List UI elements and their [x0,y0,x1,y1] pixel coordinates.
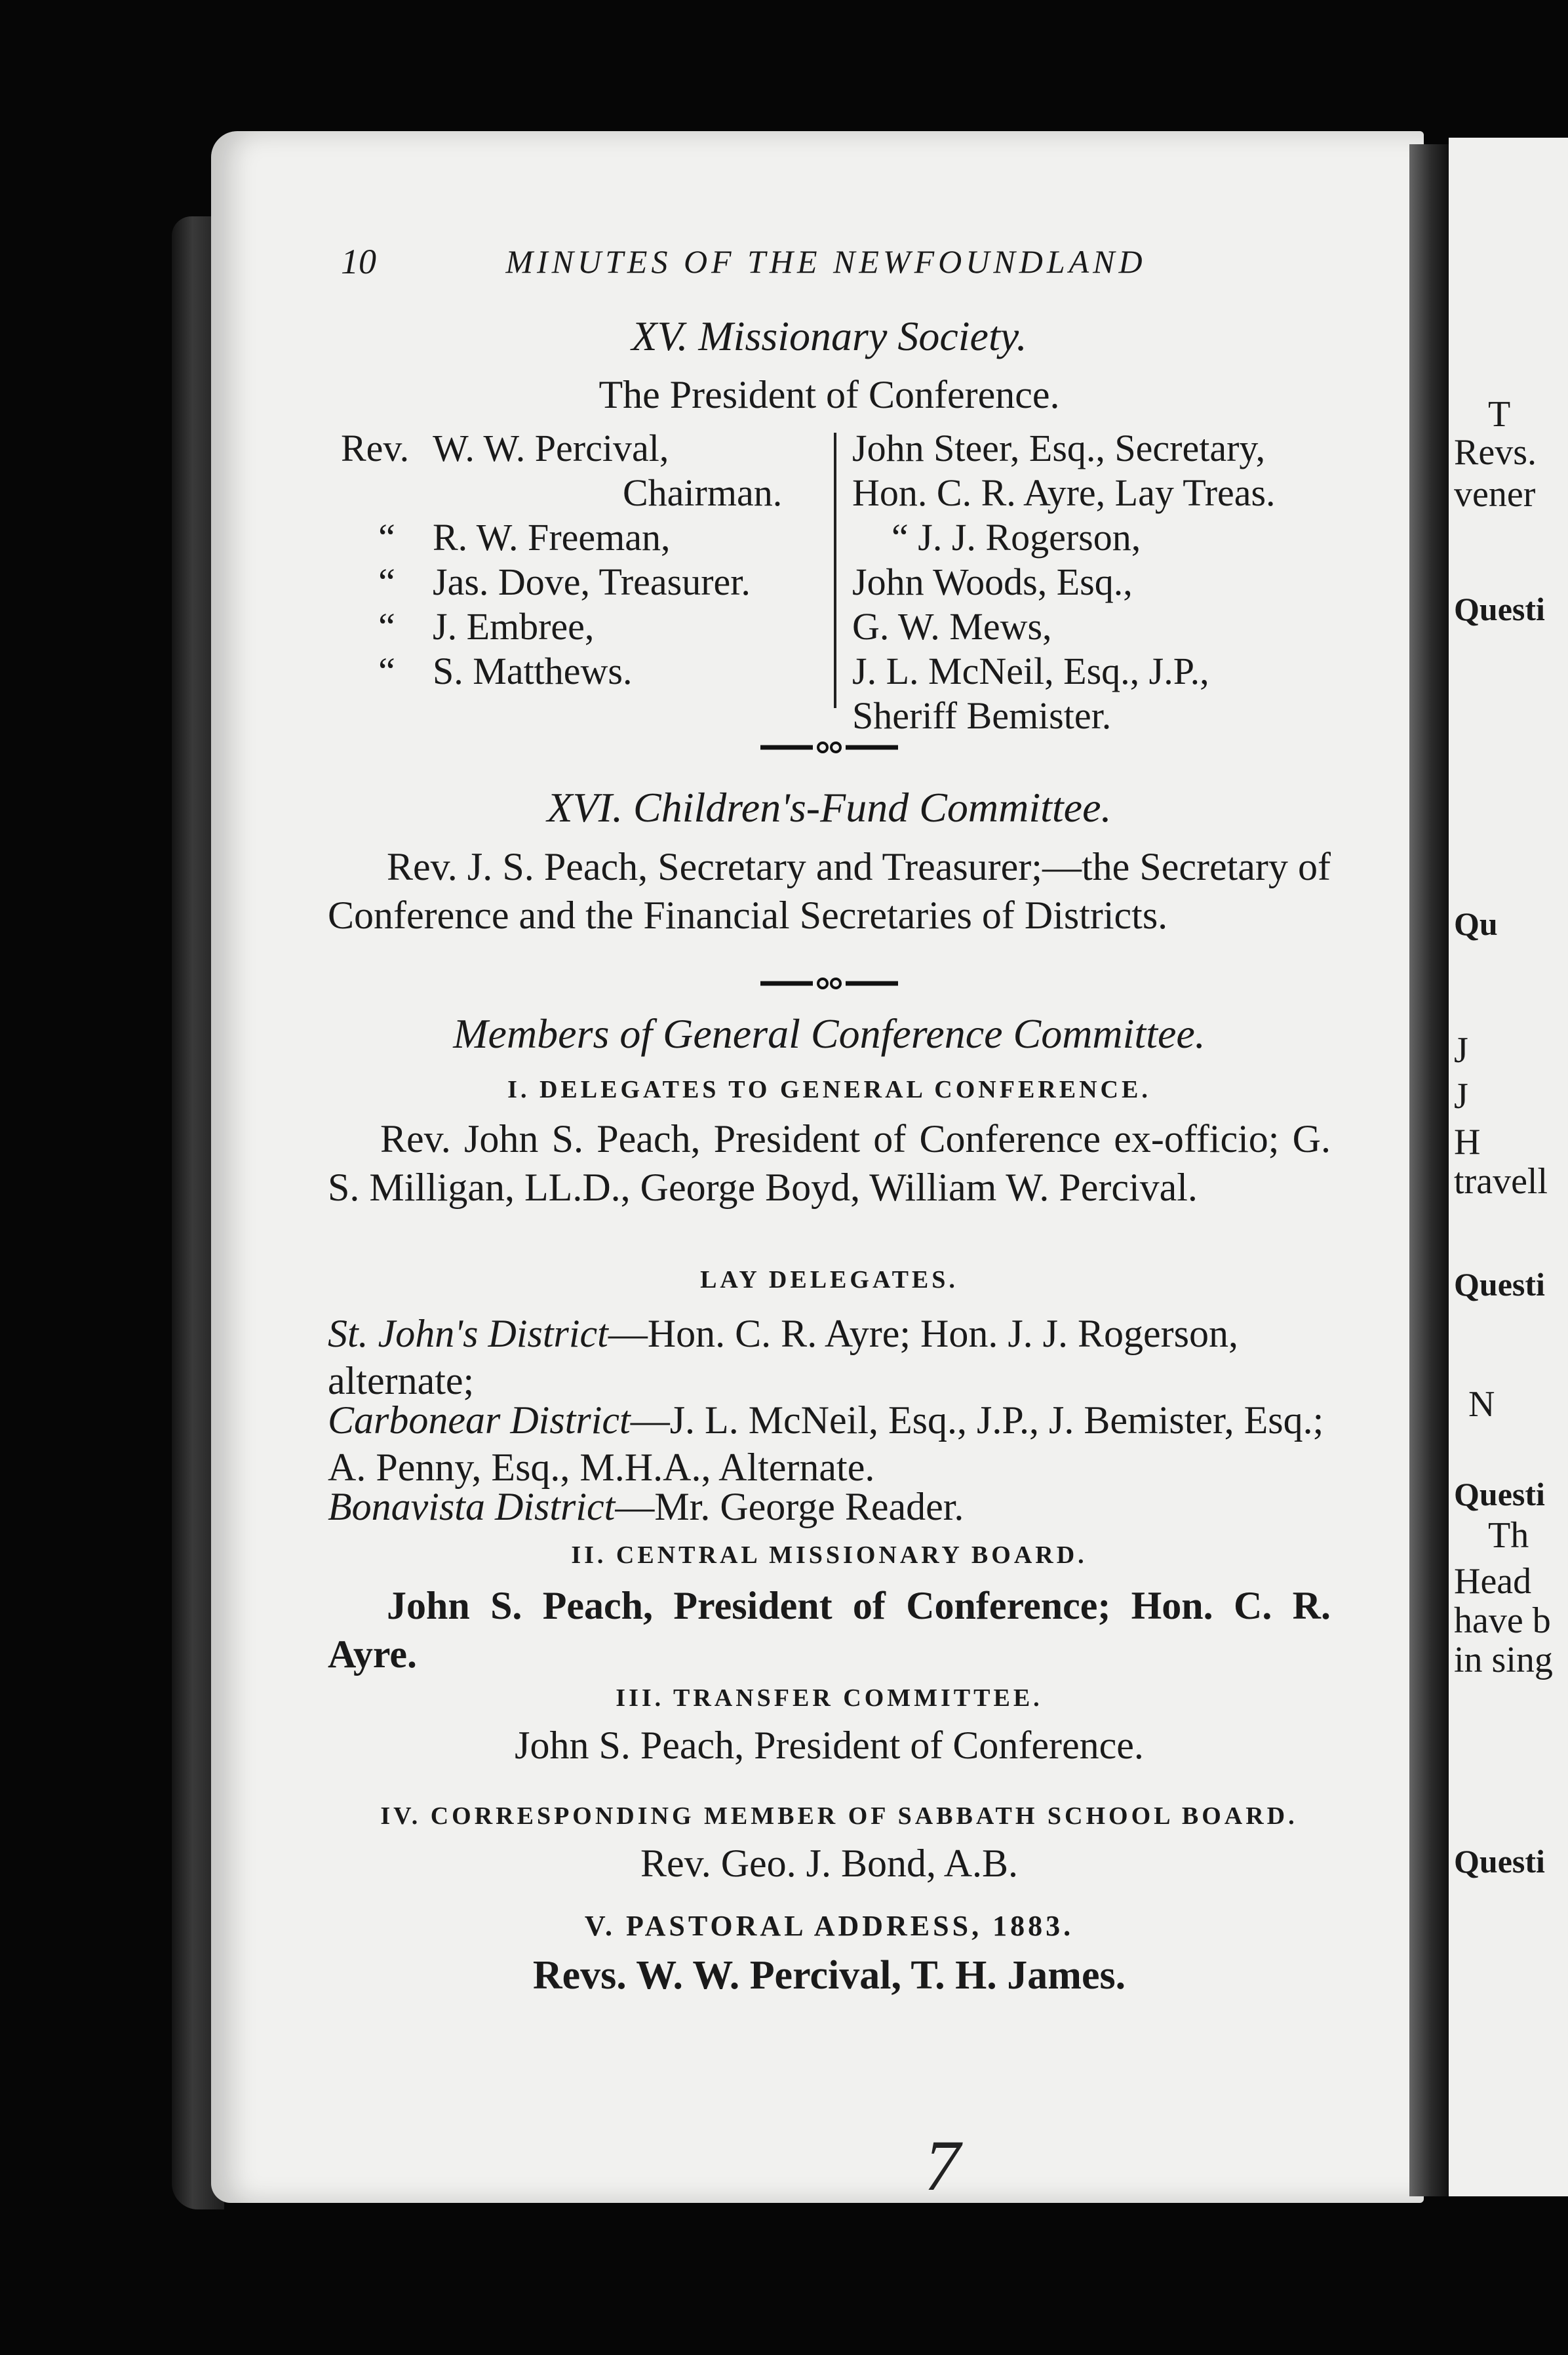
ditto-mark: Rev. [341,427,410,469]
sabbath-school-heading: IV. CORRESPONDING MEMBER OF SABBATH SCHOOL BOARD. [380,1802,1298,1830]
facing-text: Qu [1454,905,1498,942]
missionary-society-members [341,426,1324,737]
district-name: St. John's District [328,1312,608,1355]
ditto-mark: “ [378,561,395,603]
ditto-mark: “ [378,516,395,559]
facing-text: H [1454,1122,1481,1162]
pastoral-address-body: Revs. W. W. Percival, T. H. James. [532,1953,1126,1998]
member-name: R. W. Freeman, [433,516,671,559]
district-delegates: —J. L. McNeil, Esq., J.P., J. Bemister, Esq.; A. Penny, Esq., M.H.A., Alternate. [328,1398,1324,1489]
facing-text: J [1454,1030,1468,1071]
general-conference-title: Members of General Conference Committee. [453,1010,1205,1057]
member-name: Sheriff Bemister. [852,694,1112,737]
handwritten-mark: 7 [924,2126,960,2206]
facing-text: N [1468,1384,1495,1425]
facing-text: T [1488,394,1511,435]
section-xvi-title: XVI. Children's-Fund Committee. [547,784,1112,831]
page-number: 10 [341,242,376,281]
facing-text: J [1454,1076,1468,1117]
member-name: Hon. C. R. Ayre, Lay Treas. [852,471,1276,514]
lay-delegate-entry [328,1310,1350,1404]
missionary-board-body: John S. Peach, President of Conference; Hon. C. R. Ayre. [328,1584,1331,1676]
section-xv-title: XV. Missionary Society. [631,313,1027,359]
ornamental-rule [760,734,898,761]
facing-text: Questi [1454,1476,1545,1513]
member-name: John Steer, Esq., Secretary, [852,427,1266,469]
ditto-mark: “ [378,650,395,692]
facing-text: Revs. [1454,432,1537,473]
district-name: Bonavista District [328,1485,616,1528]
member-name: G. W. Mews, [852,605,1052,648]
member-name: Chairman. [623,471,783,514]
members-right-column [852,426,1324,738]
facing-text: Questi [1454,1266,1545,1303]
missionary-board-heading: II. CENTRAL MISSIONARY BOARD. [571,1541,1088,1569]
facing-text: Th [1488,1515,1529,1556]
pastoral-address-heading: V. PASTORAL ADDRESS, 1883. [584,1910,1074,1942]
member-name: “ J. J. Rogerson, [892,516,1141,559]
ornamental-rule [760,970,898,997]
facing-text: Questi [1454,1843,1545,1880]
lay-delegate-entry [328,1483,1350,1530]
facing-text: vener [1454,474,1536,515]
lay-delegates-heading: LAY DELEGATES. [700,1266,958,1294]
delegates-heading: I. DELEGATES TO GENERAL CONFERENCE. [507,1076,1151,1103]
section-xv-subtitle: The President of Conference. [598,373,1060,416]
lay-delegate-entry [328,1396,1331,1491]
facing-text: Head [1454,1561,1532,1602]
facing-text: travell [1454,1161,1548,1202]
section-xvi-body: Rev. J. S. Peach, Secretary and Treasurer;—the Secretary of Conference and the Financial Secretaries of Districts. [328,845,1331,937]
facing-text: have b [1454,1600,1551,1641]
book-gutter [1409,144,1449,2196]
member-name: W. W. Percival, [433,427,669,469]
member-name: Jas. Dove, Treasurer. [433,561,751,603]
member-name: J. Embree, [433,605,595,648]
ditto-mark: “ [378,605,395,648]
column-divider [834,433,836,708]
district-delegates: —Hon. C. R. Ayre; Hon. J. J. Rogerson, alternate; [328,1312,1238,1402]
member-name: J. L. McNeil, Esq., J.P., [852,650,1209,692]
district-name: Carbonear District [328,1398,631,1442]
running-title: MINUTES OF THE NEWFOUNDLAND [505,243,1147,280]
transfer-committee-heading: III. TRANSFER COMMITTEE. [616,1684,1043,1712]
district-delegates: —Mr. George Reader. [615,1485,964,1528]
members-left-column [341,426,839,694]
member-name: John Woods, Esq., [852,561,1133,603]
sabbath-school-body: Rev. Geo. J. Bond, A.B. [640,1842,1019,1885]
facing-text: Questi [1454,591,1545,627]
facing-text: in sing [1454,1640,1553,1680]
transfer-committee-body: John S. Peach, President of Conference. [515,1724,1144,1767]
delegates-body: Rev. John S. Peach, President of Conference ex-officio; G. S. Milligan, LL.D., George Boyd, William W. Percival. [328,1117,1331,1209]
facing-page-fragment [1449,138,1568,2196]
member-name: S. Matthews. [433,650,633,692]
